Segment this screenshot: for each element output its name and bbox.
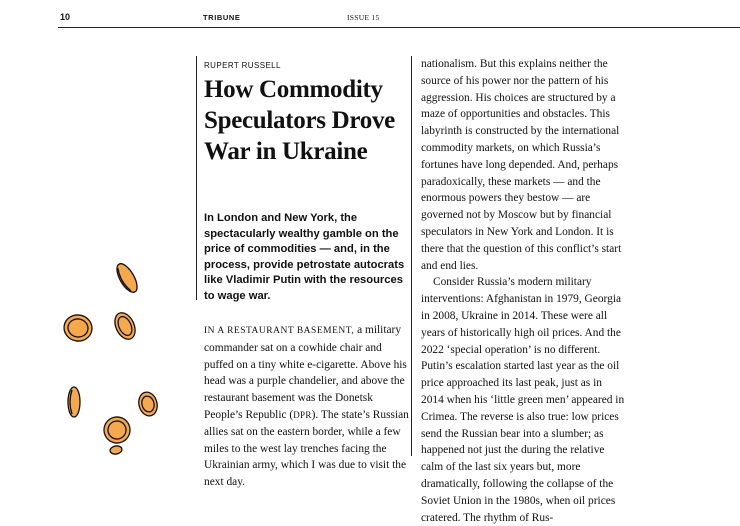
body-text-segment: ). The state’s Russian allies sat on the eastern border, while a few miles to the west lay trenches facing the Ukrainian army, which I was due to visit the next day. bbox=[204, 408, 409, 489]
article-headline: How Commodity Speculators Drove War in Ukraine bbox=[204, 76, 395, 165]
article-standfirst: In London and New York, the spectacularly wealthy gamble on the price of commodities — and, in the process, provide petrostate autocrats like Vladimir Putin with the resources to wage war. bbox=[204, 212, 405, 302]
coin-icon bbox=[68, 387, 80, 417]
body-paragraph-left bbox=[204, 322, 412, 491]
article-left-column bbox=[196, 56, 409, 489]
coin-icon bbox=[109, 445, 122, 455]
coin-icon bbox=[111, 310, 139, 343]
author-byline: RUPERT RUSSELL bbox=[204, 61, 281, 70]
coin-icon bbox=[113, 261, 141, 296]
page-number: 10 bbox=[60, 12, 71, 22]
abbreviation: DPR bbox=[293, 409, 312, 420]
body-paragraph: nationalism. But this explains neither the source of his power nor the pattern of his aggression. His choices are structured by a maze of opportunities and obstacles. This labyrinth is constructed by the international commodity markets, on which Russia’s fortunes have long depended. And, perhaps paradoxically, these markets — and the enormous powers they bestow — are governed not by Moscow but by financial speculators in New York and London. It is there that the question of this conflict’s start and end lies. bbox=[421, 58, 622, 272]
gold-coins-illustration bbox=[0, 250, 200, 456]
body-paragraph: Consider Russia’s modern military interventions: Afghanistan in 1979, Georgia in 2008, Ukraine in 2014. These were all years of historically high oil prices. And the 2022 ‘special operation’ is no different. Putin’s escalation started last year as the oil price approached its last peak, just as in 2014 when his ‘little green men’ appeared in Crimea. The reverse is also true: low prices send the Russian bear into a slumber; as happened not just the during the relative calm of the last six years but, more dramatically, following the collapse of the Soviet Union in the 1980s, when oil prices cratered. The rhythm of Rus- bbox=[421, 276, 625, 524]
coin-icon bbox=[100, 413, 133, 446]
issue-number: ISSUE 15 bbox=[347, 13, 380, 22]
coin-icon bbox=[136, 390, 160, 418]
folio-rule bbox=[58, 27, 740, 28]
body-text-segment: a military commander sat on a cowhide chair and puffed on a tiny white e-cigarette. Above his head was a purple chandelier, and above the restaurant basement was the Donetsk People’s Republic ( bbox=[204, 324, 407, 421]
coin-icon bbox=[62, 313, 94, 343]
page-folio bbox=[0, 0, 740, 30]
publication-name: TRIBUNE bbox=[203, 13, 241, 22]
lead-in: IN A RESTAURANT BASEMENT, bbox=[204, 326, 355, 336]
